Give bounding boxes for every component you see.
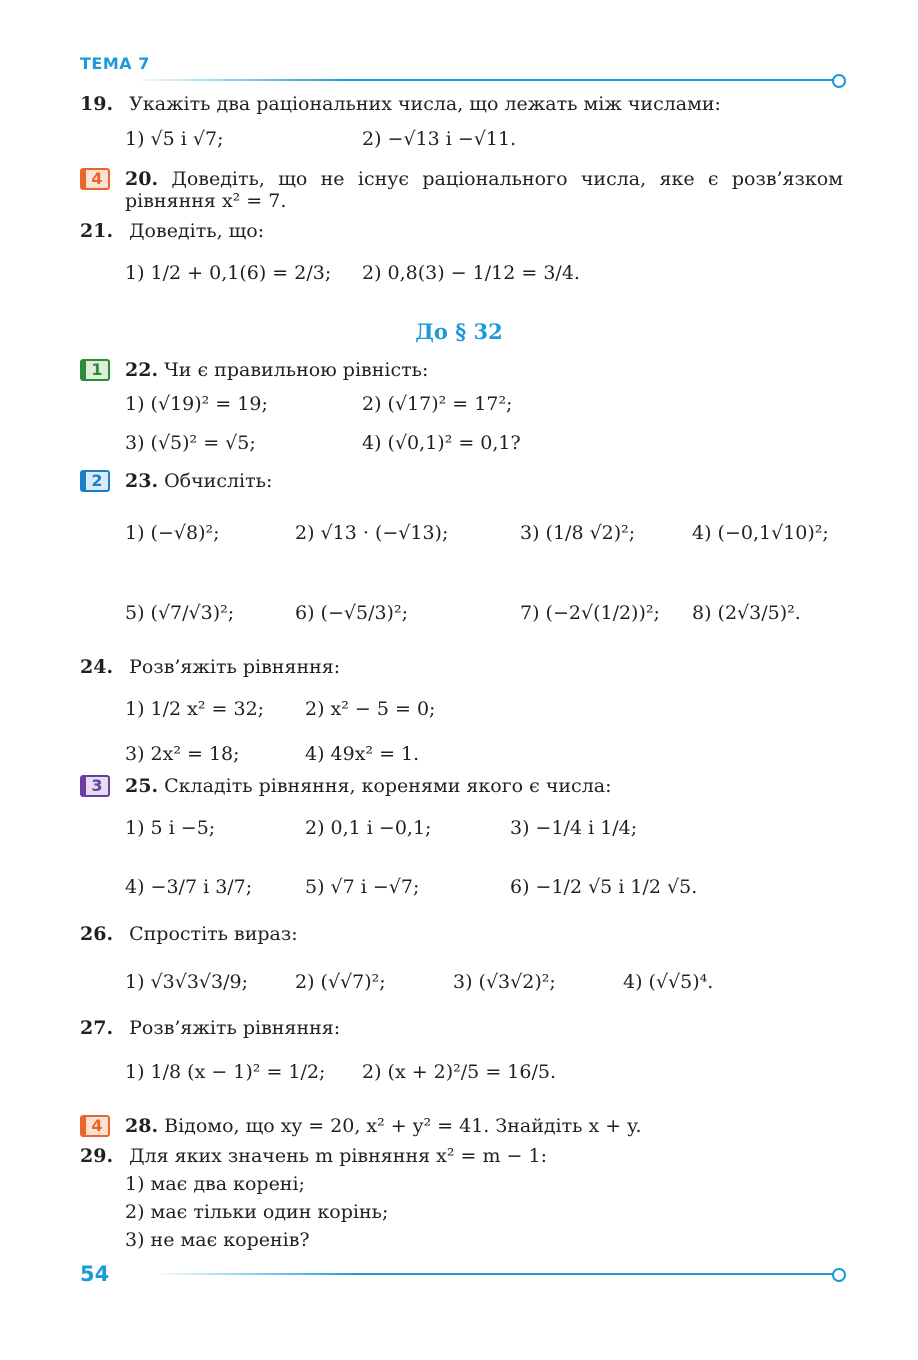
problem-19-item-2: 2) −√13 і −√11. bbox=[362, 128, 517, 150]
problem-25-item-1: 1) 5 і −5; bbox=[125, 817, 216, 839]
problem-number: 27. bbox=[80, 1017, 114, 1039]
problem-text: Спростіть вираз: bbox=[129, 923, 298, 945]
problem-number: 29. bbox=[80, 1145, 114, 1167]
header-rule bbox=[140, 79, 833, 81]
problem-28 bbox=[125, 1115, 642, 1137]
problem-text: Чи є правильною рівність: bbox=[164, 359, 429, 381]
section-title: До § 32 bbox=[415, 319, 503, 344]
problem-20 bbox=[125, 168, 843, 190]
footer-rule-end bbox=[832, 1268, 846, 1282]
problem-number: 19. bbox=[80, 93, 114, 115]
problem-text: Для яких значень m рівняння x² = m − 1: bbox=[129, 1145, 547, 1167]
problem-number: 23. bbox=[125, 470, 159, 492]
problem-25-item-4: 4) −3/7 і 3/7; bbox=[125, 876, 253, 898]
problem-text: Розв’яжіть рівняння: bbox=[129, 1017, 341, 1039]
problem-21-item-2: 2) 0,8(3) − 1/12 = 3/4. bbox=[362, 262, 580, 284]
problem-text: Розв’яжіть рівняння: bbox=[129, 656, 341, 678]
problem-26-item-3: 3) (√3√2)²; bbox=[453, 971, 556, 993]
problem-27-item-2: 2) (x + 2)²/5 = 16/5. bbox=[362, 1061, 556, 1083]
problem-24-item-3: 3) 2x² = 18; bbox=[125, 743, 240, 765]
problem-19-item-1: 1) √5 і √7; bbox=[125, 128, 224, 150]
level-2-badge: 2 bbox=[80, 470, 110, 492]
problem-25-item-3: 3) −1/4 і 1/4; bbox=[510, 817, 638, 839]
problem-text: Укажіть два раціональних числа, що лежать між числами: bbox=[129, 93, 721, 115]
problem-23-item-2: 2) √13 · (−√13); bbox=[295, 522, 449, 544]
problem-number: 20. bbox=[125, 168, 159, 190]
problem-26-item-1: 1) √3√3√3/9; bbox=[125, 971, 249, 993]
problem-23-item-7: 7) (−2√(1/2))²; bbox=[520, 602, 660, 624]
level-3-badge: 3 bbox=[80, 775, 110, 797]
problem-number: 22. bbox=[125, 359, 159, 381]
problem-22-item-3: 3) (√5)² = √5; bbox=[125, 432, 256, 454]
problem-24-item-1: 1) 1/2 x² = 32; bbox=[125, 698, 265, 720]
problem-21 bbox=[80, 220, 264, 242]
problem-27-item-1: 1) 1/8 (x − 1)² = 1/2; bbox=[125, 1061, 326, 1083]
level-4-badge: 4 bbox=[80, 1115, 110, 1137]
problem-22-item-4: 4) (√0,1)² = 0,1? bbox=[362, 432, 521, 454]
problem-text: Доведіть, що не існує раціонального числа, яке є розв’язком bbox=[171, 168, 843, 190]
problem-27 bbox=[80, 1017, 340, 1039]
problem-22-item-2: 2) (√17)² = 17²; bbox=[362, 393, 513, 415]
problem-25-item-2: 2) 0,1 і −0,1; bbox=[305, 817, 432, 839]
problem-text: Доведіть, що: bbox=[129, 220, 265, 242]
problem-number: 26. bbox=[80, 923, 114, 945]
problem-25-item-5: 5) √7 і −√7; bbox=[305, 876, 420, 898]
problem-text: Обчисліть: bbox=[164, 470, 273, 492]
header-rule-end bbox=[832, 74, 846, 88]
problem-number: 28. bbox=[125, 1115, 159, 1137]
problem-23-item-5: 5) (√7/√3)²; bbox=[125, 602, 235, 624]
topic-header: ТЕМА 7 bbox=[80, 54, 150, 73]
problem-23 bbox=[125, 470, 272, 492]
page-number: 54 bbox=[80, 1262, 110, 1286]
problem-text: Складіть рівняння, коренями якого є числа: bbox=[164, 775, 612, 797]
problem-number: 25. bbox=[125, 775, 159, 797]
problem-29-item-1: 1) має два корені; bbox=[125, 1173, 305, 1195]
problem-21-item-1: 1) 1/2 + 0,1(6) = 2/3; bbox=[125, 262, 332, 284]
problem-23-item-1: 1) (−√8)²; bbox=[125, 522, 220, 544]
problem-29-item-2: 2) має тільки один корінь; bbox=[125, 1201, 389, 1223]
problem-26-item-2: 2) (√√7)²; bbox=[295, 971, 386, 993]
problem-number: 21. bbox=[80, 220, 114, 242]
footer-rule bbox=[160, 1273, 833, 1275]
problem-25-item-6: 6) −1/2 √5 і 1/2 √5. bbox=[510, 876, 698, 898]
problem-24 bbox=[80, 656, 340, 678]
level-4-badge: 4 bbox=[80, 168, 110, 190]
problem-text: Відомо, що xy = 20, x² + y² = 41. Знайдіть x + y. bbox=[164, 1115, 642, 1137]
problem-22-item-1: 1) (√19)² = 19; bbox=[125, 393, 268, 415]
problem-23-item-8: 8) (2√3/5)². bbox=[692, 602, 801, 624]
problem-number: 24. bbox=[80, 656, 114, 678]
problem-23-item-4: 4) (−0,1√10)²; bbox=[692, 522, 829, 544]
problem-26-item-4: 4) (√√5)⁴. bbox=[623, 971, 714, 993]
problem-19 bbox=[80, 93, 721, 115]
problem-23-item-6: 6) (−√5/3)²; bbox=[295, 602, 408, 624]
problem-26 bbox=[80, 923, 298, 945]
level-1-badge: 1 bbox=[80, 359, 110, 381]
problem-24-item-4: 4) 49x² = 1. bbox=[305, 743, 420, 765]
problem-29-item-3: 3) не має коренів? bbox=[125, 1229, 310, 1251]
problem-20-text-cont: рівняння x² = 7. bbox=[125, 190, 287, 212]
problem-23-item-3: 3) (1/8 √2)²; bbox=[520, 522, 636, 544]
problem-24-item-2: 2) x² − 5 = 0; bbox=[305, 698, 436, 720]
problem-22 bbox=[125, 359, 428, 381]
problem-29 bbox=[80, 1145, 547, 1167]
problem-25 bbox=[125, 775, 612, 797]
